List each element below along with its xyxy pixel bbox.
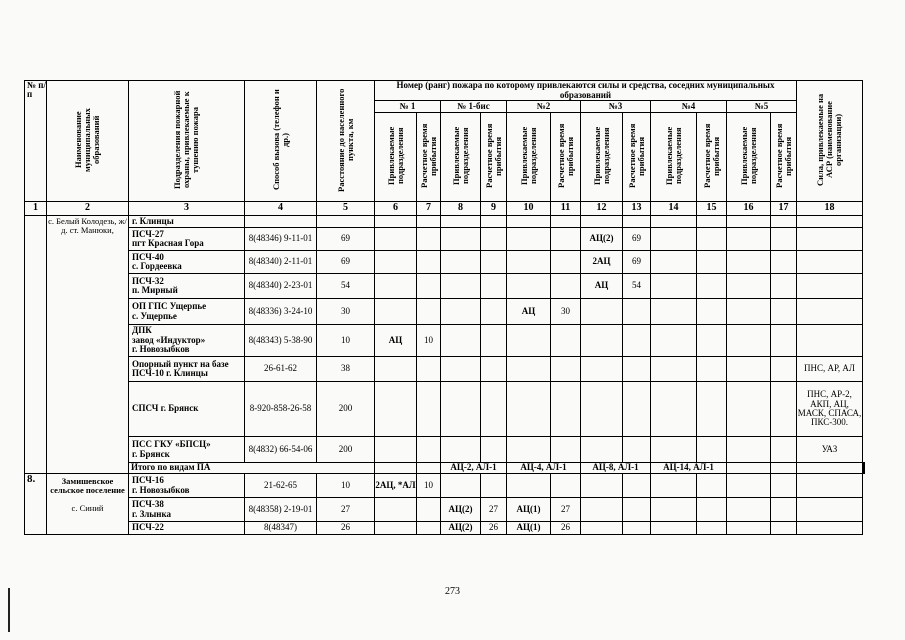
column-number: 4	[245, 202, 317, 216]
column-number: 15	[697, 202, 727, 216]
table-row	[25, 474, 865, 498]
unit-cell: ПСЧ-32 п. Мирный	[129, 274, 245, 299]
column-number: 8	[441, 202, 481, 216]
header-units: Подразделения пожарной охраны, привлекаемые к тушению пожара	[129, 81, 245, 202]
header-sub-units: Привлекаемые подразделения	[581, 113, 623, 202]
header-sub-time: Расчетное время прибытия	[623, 113, 651, 202]
rank2-units: АЦ(1)	[507, 522, 551, 535]
rank1bis-time: 26	[481, 522, 507, 535]
distance-cell: 200	[317, 437, 375, 463]
phone-cell: 8(4832) 66-54-06	[245, 437, 317, 463]
unit-cell: ПСЧ-38 г. Злынка	[129, 498, 245, 522]
header-municipality: Наименование муниципальных образований	[47, 81, 129, 202]
column-number: 3	[129, 202, 245, 216]
header-sub-units: Привлекаемые подразделения	[441, 113, 481, 202]
distance-cell: 10	[317, 474, 375, 498]
distance-cell: 38	[317, 357, 375, 382]
phone-cell: 26-61-62	[245, 357, 317, 382]
rank3-time: 54	[623, 274, 651, 299]
phone-cell: 8(48358) 2-19-01	[245, 498, 317, 522]
municipality-name: Замишевское сельское поселение	[50, 476, 125, 495]
header-rank-1bis: № 1-бис	[441, 101, 507, 113]
distance-cell: 26	[317, 522, 375, 535]
phone-cell: 8(48343) 5-38-90	[245, 325, 317, 357]
header-rank-5: №5	[727, 101, 797, 113]
rank2-time: 27	[551, 498, 581, 522]
column-number: 6	[375, 202, 417, 216]
table-row	[25, 274, 865, 299]
rank3-time: 69	[623, 228, 651, 251]
unit-cell: ОП ГПС Ущерпье с. Ущерпье	[129, 299, 245, 325]
rank1-time: 10	[417, 474, 441, 498]
distance-cell: 69	[317, 251, 375, 274]
table-row	[25, 216, 865, 228]
rank1-units: 2АЦ, *АЛ	[375, 474, 417, 498]
group-location: г. Клинцы	[129, 216, 245, 228]
rank3-units: АЦ	[581, 274, 623, 299]
table-row	[25, 357, 865, 382]
totals-rank2: АЦ-8, АЛ-1	[581, 463, 651, 474]
fire-forces-table	[24, 80, 865, 535]
totals-rank3: АЦ-14, АЛ-1	[651, 463, 727, 474]
header-sub-units: Привлекаемые подразделения	[727, 113, 771, 202]
column-number: 13	[623, 202, 651, 216]
table-row	[25, 325, 865, 357]
table-row	[25, 299, 865, 325]
column-number-row	[25, 202, 865, 216]
distance-cell: 200	[317, 382, 375, 437]
column-number: 12	[581, 202, 623, 216]
row-number-cell: 8.	[25, 474, 47, 535]
phone-cell: 8(48347)	[245, 522, 317, 535]
rank1-time: 10	[417, 325, 441, 357]
header-sub-units: Привлекаемые подразделения	[507, 113, 551, 202]
unit-cell: ПСЧ-27 пгт Красная Гора	[129, 228, 245, 251]
table-row	[25, 251, 865, 274]
totals-row	[25, 463, 865, 474]
row-number-cell	[25, 216, 47, 474]
header-sub-time: Расчетное время прибытия	[551, 113, 581, 202]
municipality-cell: с. Белый Колодезь, ж/д. ст. Манюки,	[47, 216, 129, 474]
rank2-time: 26	[551, 522, 581, 535]
header-sub-time: Расчетное время прибытия	[481, 113, 507, 202]
header-sub-units: Привлекаемые подразделения	[375, 113, 417, 202]
table-row	[25, 522, 865, 535]
rank2-units: АЦ	[507, 299, 551, 325]
header-rank-1: № 1	[375, 101, 441, 113]
table-row	[25, 498, 865, 522]
phone-cell: 21-62-65	[245, 474, 317, 498]
column-number: 14	[651, 202, 697, 216]
rank2-units: АЦ(1)	[507, 498, 551, 522]
rank1bis-time: 27	[481, 498, 507, 522]
phone-cell: 8(48346) 9-11-01	[245, 228, 317, 251]
unit-cell: ПСЧ-16 г. Новозыбков	[129, 474, 245, 498]
unit-cell: СПСЧ г. Брянск	[129, 382, 245, 437]
rank2-time: 30	[551, 299, 581, 325]
header-distance: Расстояние до населенного пункта, км	[317, 81, 375, 202]
phone-cell: 8-920-858-26-58	[245, 382, 317, 437]
asr-cell: ПНС, АР, АЛ	[797, 357, 863, 382]
column-number: 2	[47, 202, 129, 216]
column-number: 11	[551, 202, 581, 216]
phone-cell: 8(48340) 2-23-01	[245, 274, 317, 299]
unit-cell: Опорный пункт на базе ПСЧ-10 г. Клинцы	[129, 357, 245, 382]
totals-label: Итого по видам ПА	[129, 463, 375, 474]
asr-cell: УАЗ	[797, 437, 863, 463]
header-number: № п/п	[25, 81, 47, 202]
column-number: 1	[25, 202, 47, 216]
distance-cell: 54	[317, 274, 375, 299]
header-rank-3: №3	[581, 101, 651, 113]
column-number: 10	[507, 202, 551, 216]
rank1-units: АЦ	[375, 325, 417, 357]
header-rank-group: Номер (ранг) пожара по которому привлекаются силы и средства, соседних муниципальных образований	[375, 81, 797, 101]
column-number: 17	[771, 202, 797, 216]
distance-cell: 69	[317, 228, 375, 251]
header-sub-time: Расчетное время прибытия	[417, 113, 441, 202]
totals-rank1bis: АЦ-4, АЛ-1	[507, 463, 581, 474]
rank3-units: АЦ(2)	[581, 228, 623, 251]
asr-cell: ПНС, АР-2, АКП, АЦ, МАСК, СПАСА, ПКС-300.	[797, 382, 863, 437]
column-number: 16	[727, 202, 771, 216]
municipality-cell	[47, 474, 129, 535]
header-call-method: Способ вызова (телефон и др.)	[245, 81, 317, 202]
unit-cell: ПСЧ-40 с. Гордеевка	[129, 251, 245, 274]
page-number: 273	[445, 586, 460, 597]
phone-cell: 8(48340) 2-11-01	[245, 251, 317, 274]
phone-cell: 8(48336) 3-24-10	[245, 299, 317, 325]
header-sub-units: Привлекаемые подразделения	[651, 113, 697, 202]
rank3-time: 69	[623, 251, 651, 274]
rank1bis-units: АЦ(2)	[441, 522, 481, 535]
table-row	[25, 437, 865, 463]
column-number: 7	[417, 202, 441, 216]
distance-cell: 10	[317, 325, 375, 357]
header-asr-forces: Сила, привлекаемые на АСР (наименование организации)	[797, 81, 863, 202]
village-name: с. Синий	[71, 502, 104, 513]
header-rank-2: №2	[507, 101, 581, 113]
distance-cell: 27	[317, 498, 375, 522]
table-row	[25, 228, 865, 251]
unit-cell: ПСС ГКУ «БПСЦ» г. Брянск	[129, 437, 245, 463]
header-sub-time: Расчетное время прибытия	[697, 113, 727, 202]
rank3-units: 2АЦ	[581, 251, 623, 274]
unit-cell: ПСЧ-22	[129, 522, 245, 535]
column-number: 18	[797, 202, 863, 216]
column-number: 9	[481, 202, 507, 216]
header-rank-4: №4	[651, 101, 727, 113]
totals-rank1: АЦ-2, АЛ-1	[441, 463, 507, 474]
table-row	[25, 382, 865, 437]
distance-cell: 30	[317, 299, 375, 325]
unit-cell: ДПК завод «Индуктор» г. Новозыбков	[129, 325, 245, 357]
header-sub-time: Расчетное время прибытия	[771, 113, 797, 202]
rank1bis-units: АЦ(2)	[441, 498, 481, 522]
column-number: 5	[317, 202, 375, 216]
